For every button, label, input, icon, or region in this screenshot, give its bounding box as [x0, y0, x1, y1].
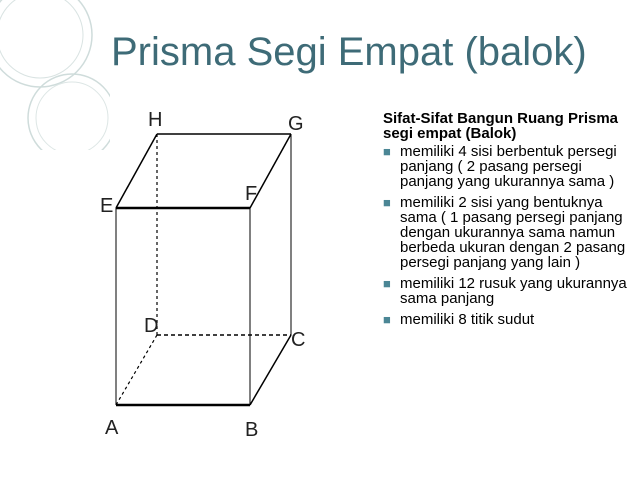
- square-bullet-icon: ■: [383, 144, 391, 159]
- cuboid-diagram: [98, 100, 313, 450]
- vertex-label-a: A: [105, 417, 119, 439]
- properties-list: [383, 144, 628, 327]
- list-item: [383, 276, 628, 306]
- list-item-text: memiliki 8 titik sudut: [400, 311, 535, 328]
- list-item: [383, 195, 628, 270]
- vertex-label-e: E: [100, 195, 114, 217]
- edge-da: [116, 335, 157, 405]
- list-item: [383, 144, 628, 189]
- list-item: [383, 312, 628, 327]
- vertex-label-b: B: [245, 419, 259, 441]
- vertex-label-f: F: [245, 183, 258, 205]
- vertex-label-h: H: [148, 109, 163, 131]
- list-item-text: memiliki 2 sisi yang bentuknya sama ( 1 pasang persegi panjang dengan ukurannya sama namun berbeda ukuran dengan 2 pasang persegi panjang yang lain ): [400, 194, 626, 271]
- square-bullet-icon: ■: [383, 312, 391, 327]
- list-item-text: memiliki 12 rusuk yang ukurannya sama panjang: [400, 275, 627, 307]
- vertex-label-c: C: [291, 329, 306, 351]
- decorative-circles: [0, 0, 110, 150]
- square-bullet-icon: ■: [383, 195, 391, 210]
- vertex-label-g: G: [288, 113, 304, 135]
- vertex-label-d: D: [144, 315, 159, 337]
- edge-bc: [250, 335, 291, 405]
- slide-title: Prisma Segi Empat (balok): [111, 30, 587, 74]
- square-bullet-icon: ■: [383, 276, 391, 291]
- properties-panel: [383, 111, 628, 333]
- list-item-text: memiliki 4 sisi berbentuk persegi panjang ( 2 pasang persegi panjang yang ukurannya sama ): [400, 143, 617, 190]
- properties-heading: Sifat-Sifat Bangun Ruang Prisma segi empat (Balok): [383, 110, 619, 142]
- edge-eh: [116, 134, 157, 208]
